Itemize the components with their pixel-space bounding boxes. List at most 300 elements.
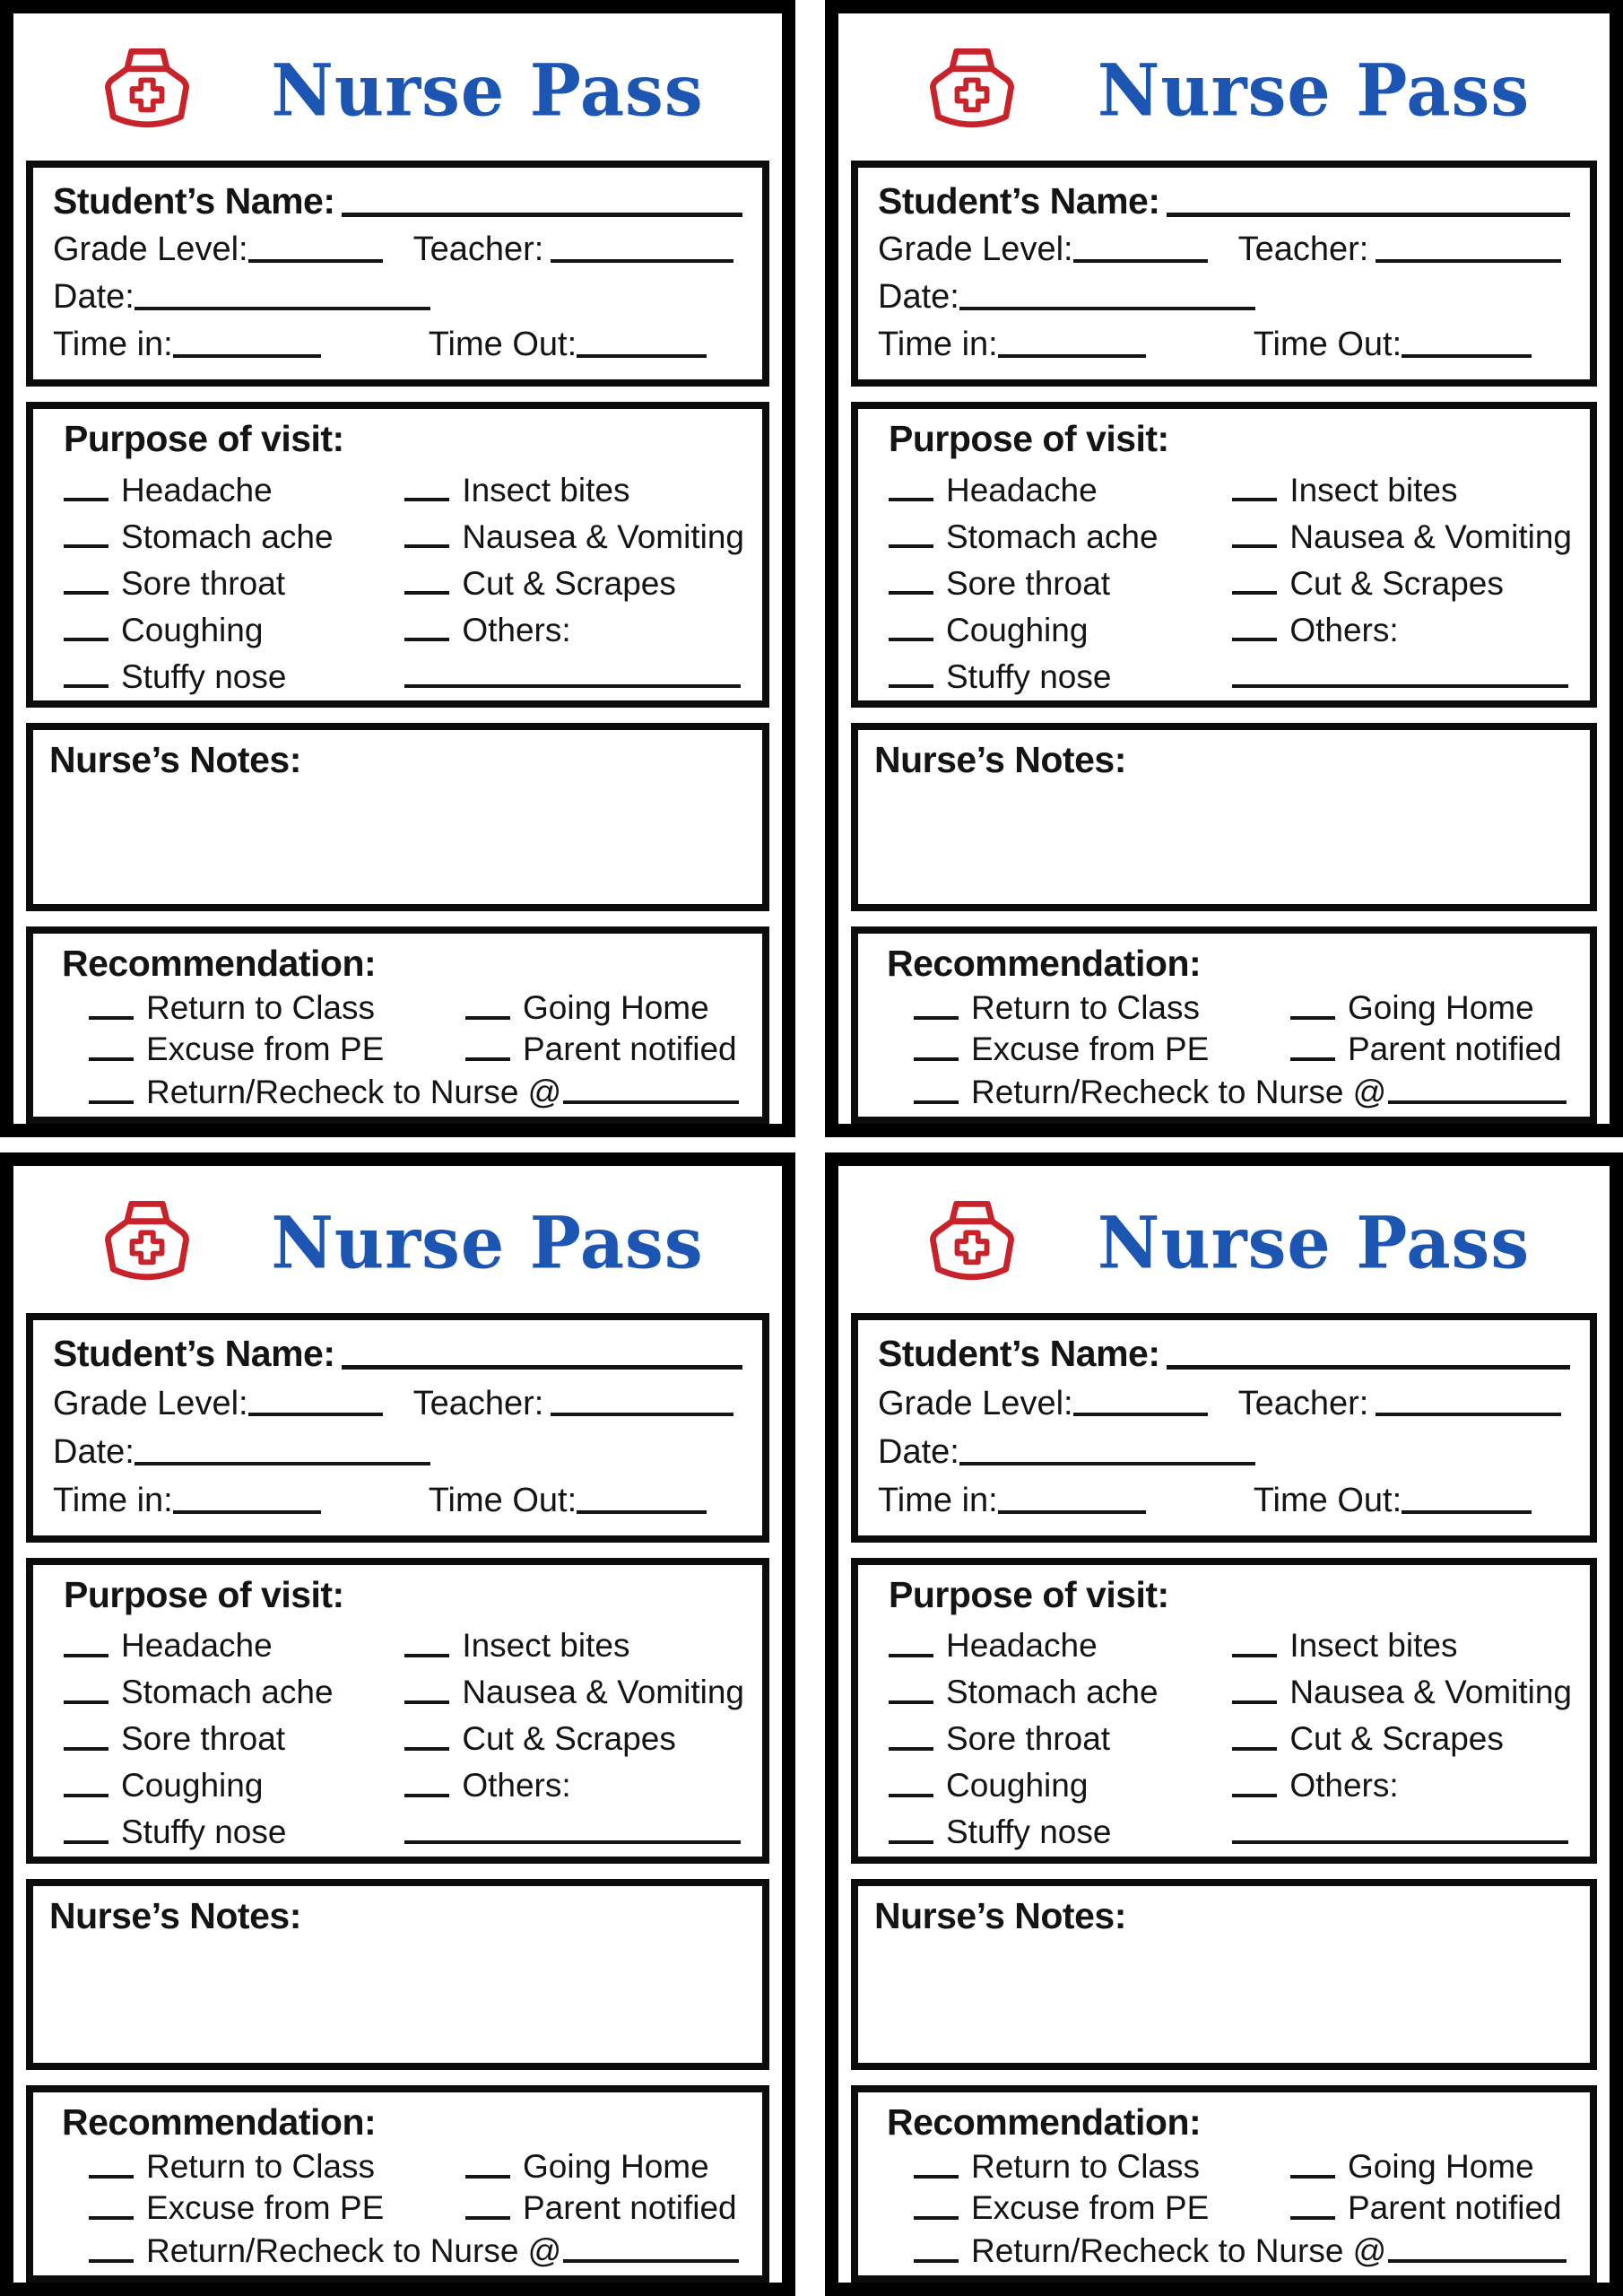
teacher-label: Teacher: bbox=[1237, 1384, 1369, 1422]
time-out-label: Time Out: bbox=[428, 326, 577, 364]
purpose-item-label: Stomach ache bbox=[946, 1674, 1159, 1711]
recheck-row bbox=[51, 1068, 744, 1111]
checkbox-blank-line bbox=[89, 1016, 134, 1020]
purpose-heading: Purpose of visit: bbox=[889, 1573, 1169, 1615]
purpose-column-left bbox=[876, 462, 1232, 695]
nurse-notes-box bbox=[26, 1879, 769, 2070]
grade-level-label: Grade Level: bbox=[878, 230, 1073, 269]
grade-teacher-row bbox=[878, 1385, 1570, 1424]
recommendation-item bbox=[465, 1027, 744, 1068]
nurse-notes-heading: Nurse’s Notes: bbox=[874, 1895, 1126, 1937]
purpose-item-label: Nausea & Vomiting bbox=[1289, 517, 1572, 555]
recommendation-item-label: Going Home bbox=[523, 2147, 709, 2185]
purpose-item-label: Others: bbox=[1289, 1767, 1399, 1805]
recheck-row bbox=[876, 2227, 1572, 2270]
card-title: Nurse Pass bbox=[271, 48, 704, 133]
time-in-label: Time in: bbox=[53, 1482, 173, 1520]
checkbox-blank-line bbox=[889, 1840, 933, 1844]
others-blank-line bbox=[404, 1840, 741, 1844]
purpose-item-label: Cut & Scrapes bbox=[1289, 564, 1504, 602]
time-out-blank-line bbox=[1402, 354, 1532, 358]
recommendation-item-label: Return to Class bbox=[146, 988, 375, 1026]
checkbox-blank-line bbox=[465, 2175, 510, 2179]
teacher-label: Teacher: bbox=[1237, 230, 1369, 269]
purpose-column-right bbox=[404, 462, 744, 695]
purpose-item-label: Stuffy nose bbox=[121, 1813, 287, 1851]
purpose-item-label: Others: bbox=[462, 1767, 571, 1805]
checkbox-blank-line bbox=[89, 1057, 134, 1061]
purpose-column-right bbox=[1232, 462, 1572, 695]
checkbox-blank-line bbox=[1232, 544, 1277, 548]
others-blank-row bbox=[1232, 648, 1572, 695]
purpose-item bbox=[1232, 1665, 1572, 1711]
recheck-label: Return/Recheck to Nurse @ bbox=[971, 1074, 1387, 1110]
nurse-pass-card bbox=[0, 0, 795, 1137]
checkbox-blank-line bbox=[914, 1016, 959, 1020]
checkbox-blank-line bbox=[404, 1700, 449, 1704]
purpose-heading: Purpose of visit: bbox=[64, 1573, 344, 1615]
purpose-item-label: Sore throat bbox=[946, 564, 1111, 602]
checkbox-blank-line bbox=[889, 684, 933, 688]
recheck-blank-line bbox=[1388, 1100, 1567, 1104]
others-blank-row bbox=[404, 648, 744, 695]
checkbox-blank-line bbox=[1232, 1700, 1277, 1704]
card-header bbox=[838, 1166, 1610, 1306]
date-row bbox=[53, 1433, 742, 1473]
nurse-cap-icon bbox=[916, 1197, 1028, 1289]
purpose-item-label: Sore throat bbox=[121, 1720, 286, 1758]
card-header bbox=[13, 13, 782, 153]
purpose-item-label: Headache bbox=[946, 1627, 1098, 1665]
recheck-label: Return/Recheck to Nurse @ bbox=[146, 1074, 562, 1110]
date-row bbox=[53, 278, 742, 317]
checkbox-blank-line bbox=[1232, 638, 1277, 641]
purpose-item bbox=[64, 1758, 404, 1805]
purpose-column-left bbox=[51, 462, 404, 695]
student-name-blank-line bbox=[342, 1365, 742, 1370]
checkbox-blank-line bbox=[889, 544, 933, 548]
others-blank-row bbox=[404, 1805, 744, 1851]
recommendation-item-label: Parent notified bbox=[523, 2188, 737, 2226]
purpose-item bbox=[889, 1618, 1232, 1665]
nurse-pass-card bbox=[825, 0, 1623, 1137]
purpose-of-visit-box bbox=[851, 1558, 1597, 1864]
purpose-item bbox=[889, 555, 1232, 602]
others-blank-line bbox=[404, 684, 741, 688]
date-blank-line bbox=[135, 307, 430, 310]
checkbox-blank-line bbox=[89, 1100, 134, 1104]
purpose-item bbox=[889, 648, 1232, 695]
purpose-item-label: Cut & Scrapes bbox=[1289, 1720, 1504, 1758]
purpose-item bbox=[64, 555, 404, 602]
nurse-pass-card bbox=[825, 1152, 1623, 2296]
checkbox-blank-line bbox=[1290, 2175, 1335, 2179]
purpose-item bbox=[889, 509, 1232, 555]
recommendation-row bbox=[51, 985, 744, 1026]
purpose-item-label: Insect bites bbox=[462, 471, 630, 509]
recommendation-item bbox=[51, 2144, 465, 2185]
checkbox-blank-line bbox=[1232, 1747, 1277, 1751]
recommendation-item bbox=[876, 1027, 1290, 1068]
checkbox-blank-line bbox=[64, 1654, 108, 1657]
purpose-item bbox=[64, 648, 404, 695]
time-row bbox=[53, 326, 742, 365]
time-in-blank-line bbox=[998, 354, 1146, 358]
checkbox-blank-line bbox=[1232, 1794, 1277, 1797]
recommendation-item-label: Going Home bbox=[523, 988, 709, 1026]
recommendation-box bbox=[26, 926, 769, 1124]
teacher-blank-line bbox=[1376, 259, 1561, 263]
recommendation-item bbox=[465, 985, 744, 1026]
purpose-item bbox=[64, 1711, 404, 1758]
checkbox-blank-line bbox=[64, 1840, 108, 1844]
purpose-item bbox=[1232, 602, 1572, 648]
purpose-item bbox=[1232, 1758, 1572, 1805]
recommendation-heading: Recommendation: bbox=[62, 2101, 377, 2143]
grade-level-blank-line bbox=[248, 1413, 383, 1416]
purpose-item bbox=[889, 462, 1232, 509]
time-out-blank-line bbox=[577, 1510, 707, 1514]
time-row bbox=[878, 1482, 1570, 1521]
checkbox-blank-line bbox=[1232, 591, 1277, 595]
grade-level-blank-line bbox=[1073, 259, 1208, 263]
purpose-item bbox=[404, 1665, 744, 1711]
purpose-item bbox=[404, 602, 744, 648]
checkbox-blank-line bbox=[64, 1747, 108, 1751]
purpose-item-label: Stuffy nose bbox=[946, 657, 1112, 695]
purpose-item bbox=[889, 602, 1232, 648]
date-row bbox=[878, 1433, 1570, 1473]
student-name-row bbox=[53, 180, 742, 222]
purpose-item-label: Others: bbox=[1289, 611, 1399, 648]
recheck-blank-line bbox=[1388, 2259, 1567, 2263]
checkbox-blank-line bbox=[465, 1057, 510, 1061]
checkbox-blank-line bbox=[889, 591, 933, 595]
card-title: Nurse Pass bbox=[1097, 48, 1531, 133]
date-label: Date: bbox=[878, 1432, 959, 1471]
recommendation-item-label: Excuse from PE bbox=[971, 2188, 1210, 2226]
recommendation-heading: Recommendation: bbox=[887, 943, 1202, 984]
checkbox-blank-line bbox=[914, 2259, 959, 2263]
purpose-column-left bbox=[51, 1618, 404, 1851]
date-blank-line bbox=[959, 1462, 1255, 1465]
time-in-label: Time in: bbox=[53, 326, 173, 364]
checkbox-blank-line bbox=[1290, 1057, 1335, 1061]
teacher-label: Teacher: bbox=[412, 1384, 544, 1422]
time-in-blank-line bbox=[173, 354, 321, 358]
recommendation-item-label: Excuse from PE bbox=[971, 1030, 1210, 1067]
checkbox-blank-line bbox=[889, 1794, 933, 1797]
purpose-item-label: Nausea & Vomiting bbox=[462, 517, 744, 555]
time-in-blank-line bbox=[173, 1510, 321, 1514]
recommendation-item bbox=[876, 985, 1290, 1026]
purpose-item-label: Coughing bbox=[121, 1767, 264, 1805]
grade-level-label: Grade Level: bbox=[878, 1384, 1073, 1422]
purpose-heading: Purpose of visit: bbox=[889, 418, 1169, 460]
time-out-label: Time Out: bbox=[428, 1482, 577, 1520]
purpose-item bbox=[64, 1805, 404, 1851]
checkbox-blank-line bbox=[64, 1794, 108, 1797]
purpose-columns bbox=[876, 462, 1572, 695]
recommendation-row bbox=[51, 2186, 744, 2227]
purpose-item-label: Stomach ache bbox=[121, 517, 334, 555]
teacher-label: Teacher: bbox=[412, 230, 544, 269]
time-in-label: Time in: bbox=[878, 326, 998, 364]
purpose-item bbox=[404, 462, 744, 509]
checkbox-blank-line bbox=[64, 684, 108, 688]
checkbox-blank-line bbox=[404, 591, 449, 595]
checkbox-blank-line bbox=[889, 1700, 933, 1704]
purpose-item bbox=[889, 1805, 1232, 1851]
purpose-item bbox=[64, 1618, 404, 1665]
recheck-row bbox=[51, 2227, 744, 2270]
purpose-item bbox=[1232, 509, 1572, 555]
purpose-of-visit-box bbox=[26, 402, 769, 708]
purpose-columns bbox=[876, 1618, 1572, 1851]
recommendation-item-label: Return to Class bbox=[971, 988, 1200, 1026]
nurse-notes-box bbox=[851, 1879, 1597, 2070]
grade-level-blank-line bbox=[1073, 1413, 1208, 1416]
checkbox-blank-line bbox=[404, 498, 449, 501]
recheck-blank-line bbox=[563, 2259, 739, 2263]
recommendation-box bbox=[26, 2085, 769, 2283]
checkbox-blank-line bbox=[89, 2216, 134, 2220]
recommendation-row bbox=[51, 1027, 744, 1068]
checkbox-blank-line bbox=[64, 1700, 108, 1704]
purpose-item bbox=[64, 602, 404, 648]
purpose-item bbox=[404, 509, 744, 555]
recommendation-row bbox=[876, 2186, 1572, 2227]
checkbox-blank-line bbox=[889, 638, 933, 641]
purpose-item bbox=[404, 1758, 744, 1805]
purpose-item-label: Sore throat bbox=[946, 1720, 1111, 1758]
purpose-columns bbox=[51, 1618, 744, 1851]
purpose-item-label: Coughing bbox=[946, 611, 1089, 648]
recommendation-row bbox=[876, 985, 1572, 1026]
nurse-notes-box bbox=[851, 723, 1597, 911]
checkbox-blank-line bbox=[64, 591, 108, 595]
checkbox-blank-line bbox=[89, 2259, 134, 2263]
purpose-item bbox=[1232, 1618, 1572, 1665]
time-row bbox=[53, 1482, 742, 1521]
checkbox-blank-line bbox=[64, 498, 108, 501]
purpose-column-left bbox=[876, 1618, 1232, 1851]
time-row bbox=[878, 326, 1570, 365]
purpose-item-label: Coughing bbox=[946, 1767, 1089, 1805]
nurse-cap-icon bbox=[916, 45, 1028, 136]
purpose-item bbox=[889, 1711, 1232, 1758]
recommendation-item-label: Going Home bbox=[1348, 988, 1534, 1026]
purpose-item bbox=[404, 1711, 744, 1758]
purpose-item-label: Nausea & Vomiting bbox=[1289, 1674, 1572, 1711]
checkbox-blank-line bbox=[465, 2216, 510, 2220]
recommendation-item bbox=[465, 2144, 744, 2185]
recommendation-item bbox=[51, 985, 465, 1026]
student-name-blank-line bbox=[1167, 1365, 1570, 1370]
student-name-row bbox=[878, 180, 1570, 222]
recheck-label: Return/Recheck to Nurse @ bbox=[971, 2232, 1387, 2269]
recommendation-row bbox=[876, 2144, 1572, 2185]
time-in-blank-line bbox=[998, 1510, 1146, 1514]
time-out-blank-line bbox=[1402, 1510, 1532, 1514]
date-blank-line bbox=[135, 1462, 430, 1465]
checkbox-blank-line bbox=[914, 1100, 959, 1104]
recommendation-item bbox=[1290, 2144, 1572, 2185]
time-in-label: Time in: bbox=[878, 1482, 998, 1520]
checkbox-blank-line bbox=[64, 638, 108, 641]
purpose-item-label: Cut & Scrapes bbox=[462, 564, 676, 602]
date-blank-line bbox=[959, 307, 1255, 310]
purpose-item-label: Cut & Scrapes bbox=[462, 1720, 676, 1758]
purpose-item bbox=[64, 509, 404, 555]
recommendation-item bbox=[1290, 1027, 1572, 1068]
purpose-item-label: Nausea & Vomiting bbox=[462, 1674, 744, 1711]
student-name-label: Student’s Name: bbox=[878, 1333, 1160, 1374]
purpose-item-label: Insect bites bbox=[1289, 1627, 1458, 1665]
recommendation-item-label: Return to Class bbox=[971, 2147, 1200, 2185]
student-name-blank-line bbox=[342, 213, 742, 217]
others-blank-row bbox=[1232, 1805, 1572, 1851]
purpose-item bbox=[1232, 1711, 1572, 1758]
checkbox-blank-line bbox=[404, 1747, 449, 1751]
teacher-blank-line bbox=[551, 1413, 733, 1416]
checkbox-blank-line bbox=[914, 2175, 959, 2179]
purpose-item-label: Insect bites bbox=[1289, 471, 1458, 509]
checkbox-blank-line bbox=[1290, 1016, 1335, 1020]
nurse-cap-icon bbox=[91, 1197, 204, 1289]
grade-teacher-row bbox=[53, 1385, 742, 1424]
student-info-box bbox=[26, 161, 769, 387]
card-title: Nurse Pass bbox=[1097, 1200, 1531, 1285]
recommendation-item-label: Parent notified bbox=[1348, 1030, 1562, 1067]
recommendation-heading: Recommendation: bbox=[887, 2101, 1202, 2143]
recheck-label: Return/Recheck to Nurse @ bbox=[146, 2232, 562, 2269]
checkbox-blank-line bbox=[404, 1794, 449, 1797]
purpose-item-label: Coughing bbox=[121, 611, 264, 648]
student-info-box bbox=[26, 1313, 769, 1543]
checkbox-blank-line bbox=[889, 1654, 933, 1657]
date-label: Date: bbox=[878, 278, 959, 317]
recommendation-heading: Recommendation: bbox=[62, 943, 377, 984]
purpose-item bbox=[1232, 555, 1572, 602]
nurse-notes-heading: Nurse’s Notes: bbox=[49, 1895, 301, 1937]
purpose-column-right bbox=[404, 1618, 744, 1851]
grade-level-label: Grade Level: bbox=[53, 230, 248, 269]
recheck-blank-line bbox=[563, 1100, 739, 1104]
recommendation-item bbox=[51, 1027, 465, 1068]
checkbox-blank-line bbox=[1232, 1654, 1277, 1657]
student-name-row bbox=[878, 1333, 1570, 1375]
time-out-label: Time Out: bbox=[1253, 326, 1402, 364]
checkbox-blank-line bbox=[889, 498, 933, 501]
recommendation-box bbox=[851, 926, 1597, 1124]
nurse-pass-card bbox=[0, 1152, 795, 2296]
purpose-item bbox=[404, 1618, 744, 1665]
recommendation-item-label: Return to Class bbox=[146, 2147, 375, 2185]
recommendation-item-label: Going Home bbox=[1348, 2147, 1534, 2185]
date-label: Date: bbox=[53, 1432, 135, 1471]
checkbox-blank-line bbox=[914, 2216, 959, 2220]
purpose-item-label: Insect bites bbox=[462, 1627, 630, 1665]
recommendation-item-label: Parent notified bbox=[1348, 2188, 1562, 2226]
nurse-notes-heading: Nurse’s Notes: bbox=[49, 739, 301, 781]
checkbox-blank-line bbox=[404, 1654, 449, 1657]
purpose-item bbox=[1232, 462, 1572, 509]
purpose-item-label: Headache bbox=[946, 471, 1098, 509]
checkbox-blank-line bbox=[1290, 2216, 1335, 2220]
nurse-notes-heading: Nurse’s Notes: bbox=[874, 739, 1126, 781]
nurse-notes-box bbox=[26, 723, 769, 911]
recommendation-item bbox=[1290, 2186, 1572, 2227]
recommendation-item bbox=[51, 2186, 465, 2227]
student-info-box bbox=[851, 1313, 1597, 1543]
purpose-columns bbox=[51, 462, 744, 695]
recheck-row bbox=[876, 1068, 1572, 1111]
checkbox-blank-line bbox=[404, 638, 449, 641]
student-info-box bbox=[851, 161, 1597, 387]
nurse-cap-icon bbox=[91, 45, 204, 136]
others-blank-line bbox=[1232, 1840, 1568, 1844]
student-name-label: Student’s Name: bbox=[53, 1333, 335, 1374]
purpose-item bbox=[889, 1758, 1232, 1805]
checkbox-blank-line bbox=[1232, 498, 1277, 501]
checkbox-blank-line bbox=[889, 1747, 933, 1751]
recommendation-item bbox=[876, 2186, 1290, 2227]
recommendation-row bbox=[876, 1027, 1572, 1068]
card-header bbox=[13, 1166, 782, 1306]
student-name-label: Student’s Name: bbox=[878, 180, 1160, 222]
recommendation-item bbox=[1290, 985, 1572, 1026]
checkbox-blank-line bbox=[914, 1057, 959, 1061]
purpose-item-label: Sore throat bbox=[121, 564, 286, 602]
purpose-item-label: Headache bbox=[121, 471, 273, 509]
purpose-item-label: Headache bbox=[121, 1627, 273, 1665]
purpose-item bbox=[64, 462, 404, 509]
purpose-item-label: Stomach ache bbox=[946, 517, 1159, 555]
student-name-label: Student’s Name: bbox=[53, 180, 335, 222]
card-header bbox=[838, 13, 1610, 153]
teacher-blank-line bbox=[1376, 1413, 1561, 1416]
grade-teacher-row bbox=[878, 230, 1570, 270]
purpose-item-label: Stuffy nose bbox=[121, 657, 287, 695]
purpose-column-right bbox=[1232, 1618, 1572, 1851]
checkbox-blank-line bbox=[89, 2175, 134, 2179]
grade-level-label: Grade Level: bbox=[53, 1384, 248, 1422]
purpose-of-visit-box bbox=[851, 402, 1597, 708]
recommendation-item bbox=[465, 2186, 744, 2227]
purpose-item-label: Stuffy nose bbox=[946, 1813, 1112, 1851]
checkbox-blank-line bbox=[465, 1016, 510, 1020]
time-out-label: Time Out: bbox=[1253, 1482, 1402, 1520]
student-name-row bbox=[53, 1333, 742, 1375]
purpose-item bbox=[404, 555, 744, 602]
student-name-blank-line bbox=[1167, 213, 1570, 217]
recommendation-row bbox=[51, 2144, 744, 2185]
grade-level-blank-line bbox=[248, 259, 383, 263]
teacher-blank-line bbox=[551, 259, 733, 263]
checkbox-blank-line bbox=[404, 544, 449, 548]
card-title: Nurse Pass bbox=[271, 1200, 704, 1285]
recommendation-box bbox=[851, 2085, 1597, 2283]
purpose-heading: Purpose of visit: bbox=[64, 418, 344, 460]
recommendation-item bbox=[876, 2144, 1290, 2185]
checkbox-blank-line bbox=[64, 544, 108, 548]
recommendation-item-label: Parent notified bbox=[523, 1030, 737, 1067]
recommendation-item-label: Excuse from PE bbox=[146, 2188, 385, 2226]
recommendation-item-label: Excuse from PE bbox=[146, 1030, 385, 1067]
purpose-item-label: Others: bbox=[462, 611, 571, 648]
purpose-item bbox=[64, 1665, 404, 1711]
